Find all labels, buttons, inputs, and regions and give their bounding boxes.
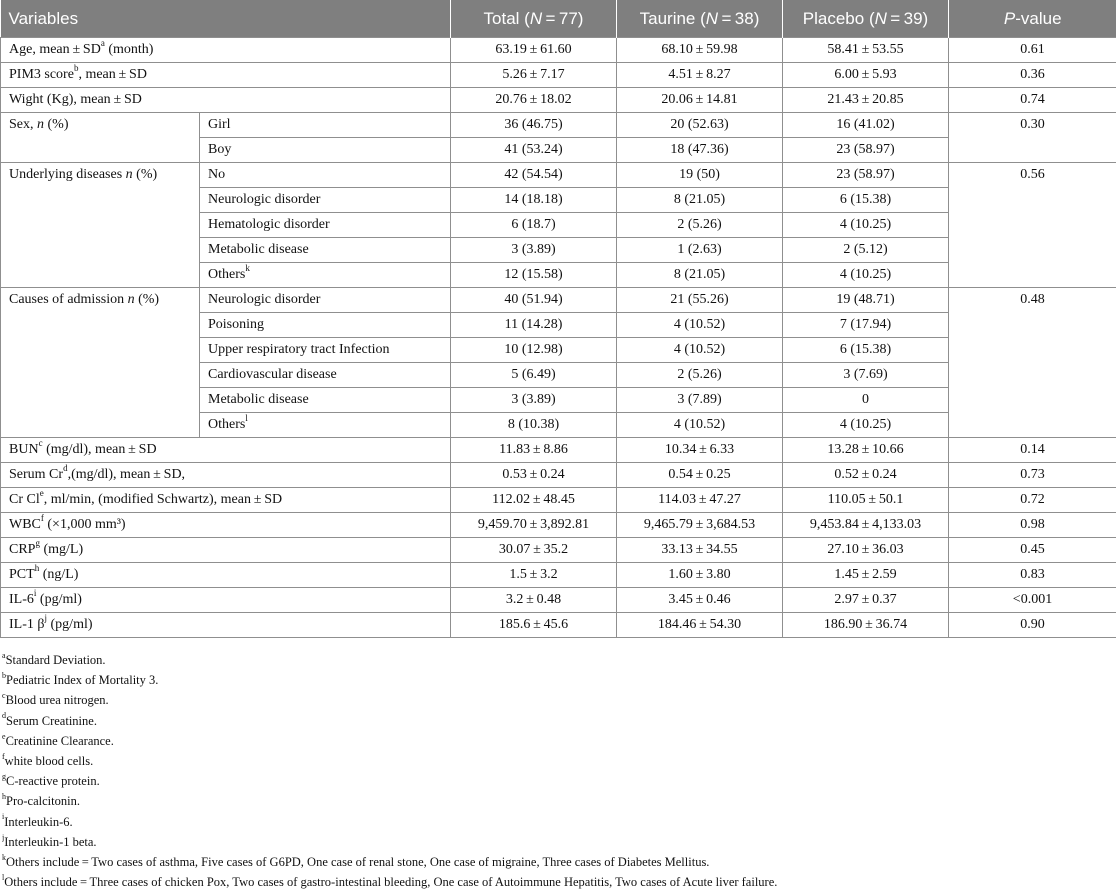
header-taurine: Taurine (N = 38) xyxy=(617,0,783,38)
sub-label: Cardiovascular disease xyxy=(200,363,451,388)
cell-taurine: 1 (2.63) xyxy=(617,238,783,263)
cell-placebo: 13.28 ± 10.66 xyxy=(783,438,949,463)
cell-taurine: 0.54 ± 0.25 xyxy=(617,463,783,488)
footnote: $^i$Interleukin-6. xyxy=(2,812,1112,832)
cell-total: 20.76 ± 18.02 xyxy=(451,88,617,113)
footnote: $^g$C-reactive protein. xyxy=(2,771,1112,791)
sub-label: Neurologic disorder xyxy=(200,288,451,313)
sub-label: Poisoning xyxy=(200,313,451,338)
row-label: PCT$^h$ (ng/L) xyxy=(1,563,451,588)
row-label: BUN$^c$ (mg/dl), mean ± SD xyxy=(1,438,451,463)
cell-placebo: 1.45 ± 2.59 xyxy=(783,563,949,588)
cell-p-value: 0.48 xyxy=(949,288,1116,438)
cell-p-value: 0.98 xyxy=(949,513,1116,538)
sub-label: Girl xyxy=(200,113,451,138)
cell-taurine: 20.06 ± 14.81 xyxy=(617,88,783,113)
cell-taurine: 18 (47.36) xyxy=(617,138,783,163)
cell-taurine: 33.13 ± 34.55 xyxy=(617,538,783,563)
cell-placebo: 186.90 ± 36.74 xyxy=(783,613,949,638)
cell-p-value: 0.14 xyxy=(949,438,1116,463)
cell-taurine: 4.51 ± 8.27 xyxy=(617,63,783,88)
table-row xyxy=(1,613,1116,638)
cell-placebo: 23 (58.97) xyxy=(783,138,949,163)
cell-placebo: 23 (58.97) xyxy=(783,163,949,188)
sub-label: Metabolic disease xyxy=(200,388,451,413)
cell-placebo: 0.52 ± 0.24 xyxy=(783,463,949,488)
table-header xyxy=(1,0,1116,38)
cell-placebo: 19 (48.71) xyxy=(783,288,949,313)
table-body xyxy=(1,38,1116,638)
cell-taurine: 184.46 ± 54.30 xyxy=(617,613,783,638)
table-row xyxy=(1,63,1116,88)
cell-taurine: 3 (7.89) xyxy=(617,388,783,413)
sub-label: Boy xyxy=(200,138,451,163)
table-row xyxy=(1,113,1116,138)
row-label: IL-1 $\beta^j$ (pg/ml) xyxy=(1,613,451,638)
cell-p-value: 0.61 xyxy=(949,38,1116,63)
cell-taurine: 4 (10.52) xyxy=(617,413,783,438)
cell-p-value: <0.001 xyxy=(949,588,1116,613)
cell-placebo: 7 (17.94) xyxy=(783,313,949,338)
header-variables: Variables xyxy=(1,0,451,38)
cell-total: 14 (18.18) xyxy=(451,188,617,213)
cell-total: 8 (10.38) xyxy=(451,413,617,438)
table-row xyxy=(1,463,1116,488)
header-placebo: Placebo (N = 39) xyxy=(783,0,949,38)
sub-label: Others$^k$ xyxy=(200,263,451,288)
cell-placebo: 110.05 ± 50.1 xyxy=(783,488,949,513)
cell-taurine: 9,465.79 ± 3,684.53 xyxy=(617,513,783,538)
sub-label: Hematologic disorder xyxy=(200,213,451,238)
cell-total: 36 (46.75) xyxy=(451,113,617,138)
cell-total: 185.6 ± 45.6 xyxy=(451,613,617,638)
cell-total: 1.5 ± 3.2 xyxy=(451,563,617,588)
cell-p-value: 0.36 xyxy=(949,63,1116,88)
footnote: $^l$Others include = Three cases of chicken Pox, Two cases of gastro-intestinal bleeding, One case of Autoimmune Hepatitis, Two cases of Acute liver failure. xyxy=(2,872,1112,892)
table-row xyxy=(1,88,1116,113)
cell-total: 12 (15.58) xyxy=(451,263,617,288)
cell-taurine: 8 (21.05) xyxy=(617,263,783,288)
footnote: $^j$Interleukin-1 beta. xyxy=(2,832,1112,852)
cell-placebo: 4 (10.25) xyxy=(783,263,949,288)
cell-p-value: 0.56 xyxy=(949,163,1116,288)
cell-taurine: 2 (5.26) xyxy=(617,213,783,238)
cell-total: 63.19 ± 61.60 xyxy=(451,38,617,63)
cell-placebo: 21.43 ± 20.85 xyxy=(783,88,949,113)
cell-placebo: 0 xyxy=(783,388,949,413)
cell-placebo: 58.41 ± 53.55 xyxy=(783,38,949,63)
cell-placebo: 3 (7.69) xyxy=(783,363,949,388)
cell-taurine: 21 (55.26) xyxy=(617,288,783,313)
cell-total: 10 (12.98) xyxy=(451,338,617,363)
cell-total: 42 (54.54) xyxy=(451,163,617,188)
cell-total: 112.02 ± 48.45 xyxy=(451,488,617,513)
header-total: Total (N = 77) xyxy=(451,0,617,38)
footnote: $^b$Pediatric Index of Mortality 3. xyxy=(2,670,1112,690)
footnote: $^h$Pro-calcitonin. xyxy=(2,791,1112,811)
cell-placebo: 4 (10.25) xyxy=(783,213,949,238)
cell-total: 11.83 ± 8.86 xyxy=(451,438,617,463)
cell-p-value: 0.90 xyxy=(949,613,1116,638)
sub-label: No xyxy=(200,163,451,188)
cell-total: 6 (18.7) xyxy=(451,213,617,238)
sub-label: Upper respiratory tract Infection xyxy=(200,338,451,363)
footnote: $^c$Blood urea nitrogen. xyxy=(2,690,1112,710)
sub-label: Neurologic disorder xyxy=(200,188,451,213)
cell-placebo: 27.10 ± 36.03 xyxy=(783,538,949,563)
cell-placebo: 9,453.84 ± 4,133.03 xyxy=(783,513,949,538)
footnote: $^e$Creatinine Clearance. xyxy=(2,731,1112,751)
sub-label: Metabolic disease xyxy=(200,238,451,263)
cell-placebo: 4 (10.25) xyxy=(783,413,949,438)
cell-total: 0.53 ± 0.24 xyxy=(451,463,617,488)
cell-placebo: 2.97 ± 0.37 xyxy=(783,588,949,613)
cell-total: 5.26 ± 7.17 xyxy=(451,63,617,88)
cell-taurine: 114.03 ± 47.27 xyxy=(617,488,783,513)
group-label-underlying: Underlying diseases n (%) xyxy=(1,163,200,288)
cell-p-value: 0.83 xyxy=(949,563,1116,588)
table-row xyxy=(1,513,1116,538)
table-row xyxy=(1,538,1116,563)
cell-total: 5 (6.49) xyxy=(451,363,617,388)
row-label: Cr Cl$^e$, ml/min, (modified Schwartz), mean ± SD xyxy=(1,488,451,513)
sub-label: Others$^l$ xyxy=(200,413,451,438)
cell-taurine: 4 (10.52) xyxy=(617,338,783,363)
group-label-causes: Causes of admission n (%) xyxy=(1,288,200,438)
table-row xyxy=(1,163,1116,188)
header-row xyxy=(1,0,1116,38)
cell-p-value: 0.72 xyxy=(949,488,1116,513)
cell-taurine: 4 (10.52) xyxy=(617,313,783,338)
cell-total: 30.07 ± 35.2 xyxy=(451,538,617,563)
cell-placebo: 16 (41.02) xyxy=(783,113,949,138)
row-label: WBC$^f$ (×1,000 mm³) xyxy=(1,513,451,538)
table-row xyxy=(1,38,1116,63)
cell-placebo: 6 (15.38) xyxy=(783,188,949,213)
cell-taurine: 3.45 ± 0.46 xyxy=(617,588,783,613)
cell-taurine: 8 (21.05) xyxy=(617,188,783,213)
group-label-sex: Sex, n (%) xyxy=(1,113,200,163)
cell-p-value: 0.73 xyxy=(949,463,1116,488)
footnotes xyxy=(2,650,1112,892)
cell-total: 3.2 ± 0.48 xyxy=(451,588,617,613)
cell-taurine: 2 (5.26) xyxy=(617,363,783,388)
cell-taurine: 1.60 ± 3.80 xyxy=(617,563,783,588)
cell-taurine: 20 (52.63) xyxy=(617,113,783,138)
cell-taurine: 19 (50) xyxy=(617,163,783,188)
row-label: IL-6$^i$ (pg/ml) xyxy=(1,588,451,613)
row-label: Age, mean ± $SD^a$ (month) xyxy=(1,38,451,63)
cell-placebo: 2 (5.12) xyxy=(783,238,949,263)
table-row xyxy=(1,563,1116,588)
footnote: $^d$Serum Creatinine. xyxy=(2,711,1112,731)
cell-p-value: 0.74 xyxy=(949,88,1116,113)
table-row xyxy=(1,488,1116,513)
cell-total: 3 (3.89) xyxy=(451,238,617,263)
row-label: PIM3 score$^b$, mean ± SD xyxy=(1,63,451,88)
cell-placebo: 6.00 ± 5.93 xyxy=(783,63,949,88)
cell-total: 40 (51.94) xyxy=(451,288,617,313)
row-label: Serum Cr$^d$,(mg/dl), mean ± SD, xyxy=(1,463,451,488)
cell-total: 3 (3.89) xyxy=(451,388,617,413)
cell-total: 9,459.70 ± 3,892.81 xyxy=(451,513,617,538)
cell-total: 41 (53.24) xyxy=(451,138,617,163)
cell-total: 11 (14.28) xyxy=(451,313,617,338)
cell-p-value: 0.45 xyxy=(949,538,1116,563)
row-label: Wight (Kg), mean ± SD xyxy=(1,88,451,113)
cell-placebo: 6 (15.38) xyxy=(783,338,949,363)
footnote: $^k$Others include = Two cases of asthma, Five cases of G6PD, One case of renal stone, One case of migraine, Three cases of Diabetes Mellitus. xyxy=(2,852,1112,872)
footnote: $^a$Standard Deviation. xyxy=(2,650,1112,670)
table-row xyxy=(1,438,1116,463)
cell-taurine: 10.34 ± 6.33 xyxy=(617,438,783,463)
footnote: $^f$white blood cells. xyxy=(2,751,1112,771)
table-row xyxy=(1,288,1116,313)
row-label: CRP$^g$ (mg/L) xyxy=(1,538,451,563)
header-p-value: P-value xyxy=(949,0,1116,38)
table-row xyxy=(1,588,1116,613)
cell-taurine: 68.10 ± 59.98 xyxy=(617,38,783,63)
cell-p-value: 0.30 xyxy=(949,113,1116,163)
